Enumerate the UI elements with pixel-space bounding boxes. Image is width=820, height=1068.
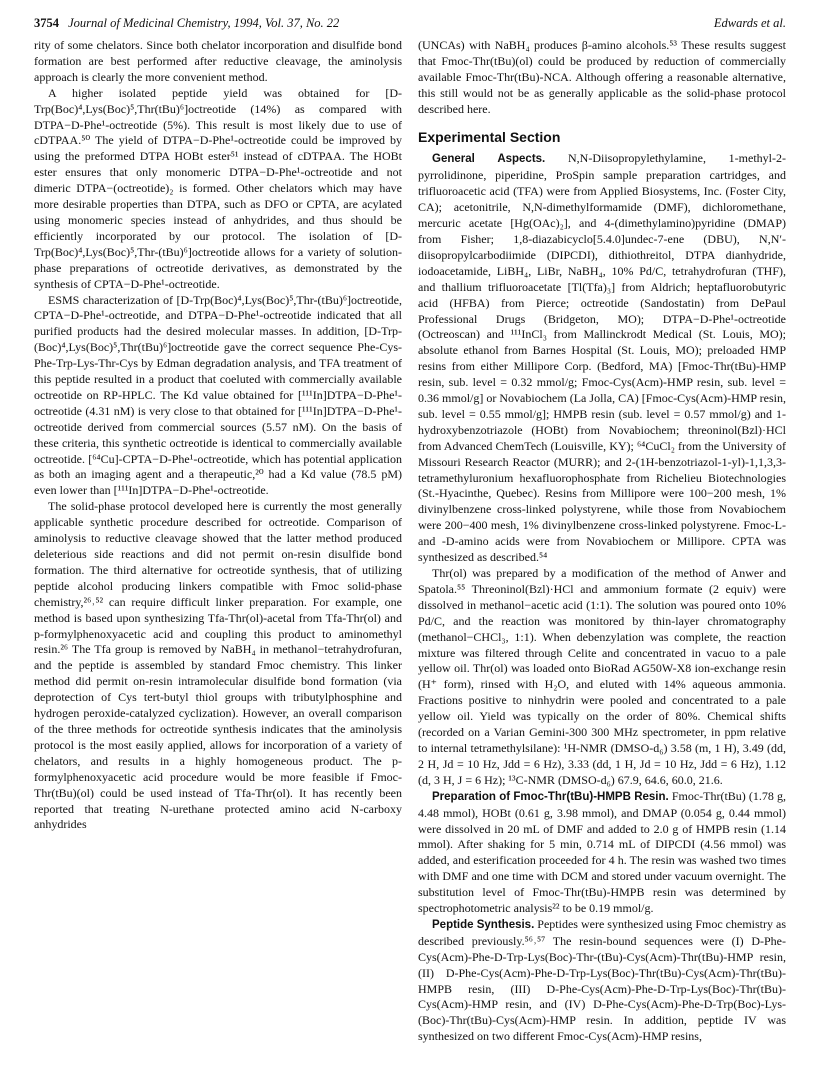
paragraph: (UNCAs) with NaBH₄ produces β-amino alcohols.⁵³ These results suggest that Fmoc-Thr(tBu)(ol) could be produced by reduction of commercially available Fmoc-Thr(tBu)-NCA. Although offering a reasonable alternative, this still would not be as generally applicable as the solid-phase protocol described here.: [418, 38, 786, 116]
paragraph: [418, 917, 786, 1045]
paragraph: [418, 151, 786, 566]
paragraph: [418, 789, 786, 917]
running-header: [34, 14, 786, 32]
paragraph: rity of some chelators. Since both chelator incorporation and disulfide bond formation are best performed after reductive cleavage, the aminolysis approach is clearly the more convenient method.: [34, 38, 402, 84]
paragraph-text: Peptides were synthesized using Fmoc chemistry as described previously.⁵⁶˒⁵⁷ The resin-bound sequences were (I) D-Phe-Cys(Acm)-Phe-D-Trp-Lys(Boc)-Thr-(tBu)-Cys(Acm)-Thr(tBu)-HMP resin, (II) D-Phe-Cys(Acm)-Phe-D-Trp-Lys(Boc)-Thr(tBu)-Cys(Acm)-Thr(tBu)-HMPB resin, (III) D-Phe-Cys(Acm)-Phe-D-Trp-Lys(Boc)-Thr(tBu)-Cys(Acm)-HMP resin, and (IV) D-Phe-Cys(Acm)-Phe-D-Trp(Boc)-Lys-(Boc)-Thr(tBu)-Cys(Acm)-HMP resin. In addition, peptide IV was synthesized on two different Fmoc-Cys(Acm)-HMP resins,: [418, 916, 786, 1044]
paragraph-text: N,N-Diisopropylethylamine, 1-methyl-2-pyrrolidinone, piperidine, ProSpin sample preparation cartridges, and trifluoroacetic acid (TFA) were from Applied Biosystems, Inc. (Foster City, CA); acetonitrile, N,N-dimethylformamide (DMF), dichloromethane, mercuric acetate [Hg(OAc)₂], and 4-(dimethylamino)pyridine (DMAP) from Fisher; 1,8-diazabicyclo[5.4.0]undec-7-ene (DBU), N,N′-diisopropylcarbodiimide (DIPCDI), dithiothreitol, DTPA dianhydride, iodoacetamide, LiBH₄, LiBr, NaBH₄, 10% Pd/C, tetrahydrofuran (THF), and thallium trifluoroacetate [Tl(Tfa)₃] from Aldrich; heptafluorobutyric acid (HFBA) from Pierce; octreotide (Sandostatin) from DePaul Professional Drugs (Bridgeton, MO); DTPA−D-Phe¹-octreotide (Octreoscan) and ¹¹¹InCl₃ from Mallinckrodt Medical (St. Louis, MO); absolute ethanol from Barnes Hospital (St. Louis, MO); preloaded HMP resins from either Millipore Corp. (Bedford, MA) [Fmoc-Thr(tBu)-HMP resin, sub. level = 0.32 mmol/g; Fmoc-Cys(Acm)-HMP resin, sub. level = 0.36 mmol/g] or Novabiochem (La Jolla, CA) [Fmoc-Cys(Acm)-HMP resin, sub. level = 0.55 mmol/g]; HMPB resin (sub. level = 0.57 mmol/g) and 1-hydroxybenzotriazole (HOBt) from Novabiochem; threoninol(Bzl)·HCl from Advanced ChemTech (Louisville, KY); ⁶⁴CuCl₂ from the University of Missouri Research Reactor (MURR); and 2-(1H-benzotriazol-1-yl)-1,1,3,3-tetramethyluronium hexafluorophosphate from Richelieu Biotechnologies (St.-Hyacinthe, Quebec). Resins from Millipore were 100−200 mesh, 1% divinylbenzene cross-linked polystyrene, while those from Novabiochem were 200−400 mesh, 1% divinylbenzene cross-linked polystyrene. Fmoc-L- and -D-amino acids were from Novabiochem or Millipore. CPTA was synthesized as described.⁵⁴: [418, 151, 786, 565]
paragraph: ESMS characterization of [D-Trp(Boc)⁴,Lys(Boc)⁵,Thr-(tBu)⁶]octreotide, CPTA−D-Phe¹-octreotide, and DTPA−D-Phe¹-octreotide indicated that all purified products had the desired molecular masses. In addition, [D-Trp-(Boc)⁴,Lys(Boc)⁵,Thr(tBu)⁶]octreotide gave the correct sequence Phe-Cys-Phe-Trp-Lys-Thr-Cys by Edman degradation analysis, and TFA treatment of this peptide resulted in a product that coeluted with commercially available octreotide on RP-HPLC. The Kd value obtained for [¹¹¹In]DTPA−D-Phe¹-octreotide (4.31 nM) is very close to that obtained for [¹¹¹In]DTPA−D-Phe¹-octreotide derived from commercial sources (5.57 nM). On the basis of these criteria, this synthetic octreotide is identical to commercially available octreotide. [⁶⁴Cu]-CPTA−D-Phe¹-octreotide, which has potential application as both an imaging agent and a therapeutic,²⁰ had a Kd value (78.5 pM) even lower than [¹¹¹In]DTPA−D-Phe¹-octreotide.: [34, 292, 402, 498]
run-in-heading: Peptide Synthesis.: [432, 918, 535, 931]
page-number: 3754: [34, 16, 59, 30]
paragraph: A higher isolated peptide yield was obtained for [D-Trp(Boc)⁴,Lys(Boc)⁵,Thr(tBu)⁶]octreotide (14%) as compared with DTPA−D-Phe¹-octreotide (5%). This result is most likely due to use of cDTPAA.⁵⁰ The yield of DTPA−D-Phe¹-octreotide could be improved by using the preformed DTPA HOBt ester⁵¹ instead of cDTPAA. The HOBt ester ensures that only monomeric DTPA−D-Phe¹-octreotide and not dimeric DTPA−(octreotide)₂ is formed. Other chelators which may have more desirable properties than DTPA, such as DFO or CPTA, are acylated using monomeric species instead of anhydrides, and thus should be efficiently incorporated by our protocol. The isolation of [D-Trp(Boc)⁴,Lys(Boc)⁵,Thr-(tBu)⁶]octreotide allows for a variety of solution-phase preparations of octreotide derivatives, as demonstrated by the synthesis of CPTA−D-Phe¹-octreotide.: [34, 85, 402, 291]
paragraph-text: Fmoc-Thr(tBu) (1.78 g, 4.48 mmol), HOBt (0.61 g, 3.98 mmol), and DMAP (0.054 g, 0.44 mmol) were dissolved in 20 mL of DMF and added to 2.0 g of HMPB resin (1.14 mmol). After shaking for 5 min, 0.714 mL of DIPCDI (4.56 mmol) was added, and esterification proceeded for 4 h. The resin was washed two times with DMF and one time with DCM and stored under vacuum overnight. The substitution level of Fmoc-Thr(tBu)-HMPB resin was determined by spectrophotometric analysis²² to be 0.19 mmol/g.: [418, 788, 786, 916]
journal-citation: Journal of Medicinal Chemistry, 1994, Vol. 37, No. 22: [68, 16, 340, 30]
run-in-heading: Preparation of Fmoc-Thr(tBu)-HMPB Resin.: [432, 790, 669, 803]
paragraph: The solid-phase protocol developed here is currently the most generally applicable synthetic procedure described for octreotide. Comparison of aminolysis to reductive cleavage showed that the latter method produced deleterious side reactions and did not permit on-resin disulfide bond formation. The third alternative for octreotide synthesis, that of utilizing peptide alcohol producing linkers compatible with Fmoc solid-phase chemistry,²⁶˒⁵² can require difficult linker preparation. For example, one method is based upon synthesizing Tfa-Thr(ol)-acetal from Tfa-Thr(ol) and p-formylphenoxyacetic acid and coupling this product to aminomethyl resin.²⁶ The Tfa group is removed by NaBH₄ in methanol−tetrahydrofuran, and the peptide is assembled by standard Fmoc chemistry. This linker method did permit on-resin intramolecular disulfide bond formation (via deprotection of Cys tert-butyl thiol groups with tributylphosphine and hydrogen peroxide-catalyzed cyclization). However, an overall comparison of the three methods for octreotide synthesis indicates that the aminolysis protocol is the most easily applied, allows for incorporation of a variety of chelators, and results in a highly homogeneous product. The p-formylphenoxyacetic acid procedure would be more feasible if Fmoc-Thr(tBu)(ol) could be used instead of Tfa-Thr(ol). It has recently been reported that treating N-urethane protected amino acid N-carboxy anhydrides: [34, 499, 402, 832]
paragraph: Thr(ol) was prepared by a modification of the method of Anwer and Spatola.⁵⁵ Threoninol(Bzl)·HCl and ammonium formate (2 equiv) were dissolved in methanol−acetic acid (1:1). The solution was poured onto 10% Pd/C, and the reaction was monitored by thin-layer chromatography (methanol−CHCl₃, 1:1). When debenzylation was complete, the reaction mixture was filtered through Celite and concentrated in vacuo to a pale yellow oil. Thr(ol) was loaded onto BioRad AG50W-X8 ion-exchange resin (H⁺ form), rinsed with H₂O, and eluted with 14% aqueous ammonia. Fractions positive to ninhydrin were pooled and concentrated to a pale yellow oil. Yield was typically on the order of 80%. Chemical shifts (recorded on a Varian Gemini-300 300 MHz spectrometer, in ppm relative to internal tetramethylsilane): ¹H-NMR (DMSO-d₆) 3.58 (m, 1 H), 3.49 (dd, 2 H, Jd = 10 Hz, Jdd = 6 Hz), 3.33 (dd, 1 H, Jd = 10 Hz, Jdd = 6 Hz), 1.12 (d, 3 H, J = 6 Hz); ¹³C-NMR (DMSO-d₆) 67.9, 64.6, 60.0, 21.6.: [418, 566, 786, 787]
run-in-heading: General Aspects.: [432, 153, 546, 166]
section-heading: Experimental Section: [418, 128, 561, 145]
right-column: [418, 38, 786, 1058]
running-authors: Edwards et al.: [713, 16, 786, 30]
left-column: [34, 38, 402, 1058]
